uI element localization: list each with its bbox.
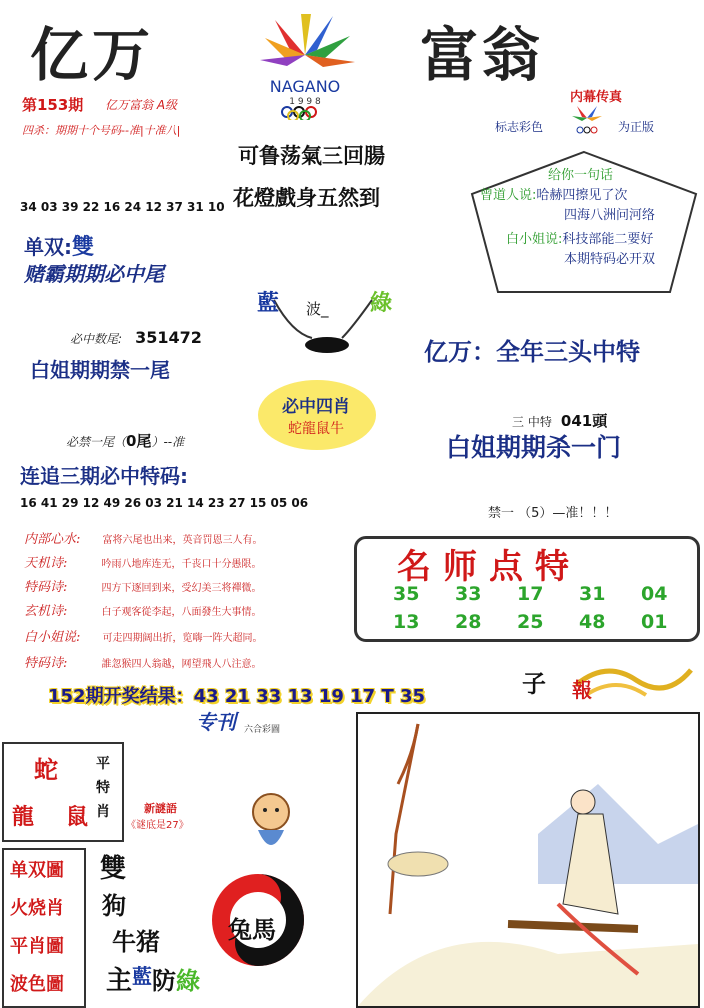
zodiac-snake: 蛇 bbox=[34, 755, 58, 784]
danshuang-row: 单双:雙 bbox=[24, 235, 95, 260]
riddle-text: 《谜底是27》 bbox=[126, 820, 189, 831]
poem-row: 天机诗: 吟雨八地库连无，千丧口十分愚限。 bbox=[24, 556, 262, 571]
wave-mid: 波_ bbox=[306, 300, 329, 318]
mingshi-num: 48 bbox=[579, 611, 606, 633]
grid-dog: 狗 bbox=[102, 891, 126, 920]
poem-row: 内部心水: 富将六尾也出来，英音罚恩三人有。 bbox=[24, 532, 263, 547]
yiwan-line: 亿万：全年三头中特 bbox=[424, 338, 640, 366]
numbers-top: 34 03 39 22 16 24 12 37 31 10 bbox=[20, 200, 225, 214]
bizhong-row: 必中数尾: 351472 bbox=[70, 328, 202, 347]
grid-label: 平肖圖 bbox=[10, 936, 64, 957]
liuhe-label: 六合彩圖 bbox=[244, 725, 281, 735]
poem-row: 特码诗: 四方下逐回到来，受幻美三将禪微。 bbox=[24, 580, 262, 595]
sixiao-title: 必中四肖 bbox=[282, 397, 350, 417]
mingshi-num: 25 bbox=[517, 611, 544, 633]
fax-left: 标志彩色 bbox=[495, 120, 544, 134]
zodiac-side: 平特肖 bbox=[96, 756, 110, 820]
mingshi-title: 名师点特 bbox=[397, 547, 581, 587]
zibao-char: 子 bbox=[522, 669, 546, 698]
jinwei-row: 必禁一尾（0尾）--准 bbox=[66, 432, 185, 450]
grid-label: 波色圖 bbox=[10, 974, 64, 995]
riddle-title: 新謎語 bbox=[144, 802, 177, 815]
poem-row: 特码诗: 誰忽猴四人翁越，网望飛人八注意。 bbox=[24, 656, 262, 671]
poem-line-2: 花燈戲身五然到 bbox=[233, 185, 380, 210]
zodiac-dragon: 龍 bbox=[12, 804, 35, 830]
zodiac-panel bbox=[2, 742, 124, 842]
sanzhong-row: 三 中特 041頭 bbox=[512, 412, 608, 430]
zibao-banner bbox=[516, 660, 696, 710]
grid-ox-pig: 牛猪 bbox=[112, 927, 160, 956]
poem-line-1: 可鲁荡氣三回腸 bbox=[238, 143, 385, 168]
issue-brand: 亿万富翁 A级 bbox=[105, 98, 178, 112]
zhuankan-logo: 专刊 bbox=[196, 710, 236, 734]
poem-row: 玄机诗: 白子观客從李起，八面發生大事情。 bbox=[24, 604, 262, 619]
pentagon-line-3: 白小姐说:科技部能二要好 bbox=[506, 232, 654, 247]
issue-tagline: 四杀：期期十个号码--准|十准八| bbox=[22, 124, 181, 137]
grid-rabbit-horse: 兔馬 bbox=[228, 915, 276, 944]
issue-number: 第153期 bbox=[22, 96, 84, 114]
numbers-mid: 16 41 29 12 49 26 03 21 14 23 27 15 05 06 bbox=[20, 496, 309, 510]
pentagon-line-4: 本期特码必开双 bbox=[564, 252, 656, 267]
fax-logo-icon bbox=[562, 104, 612, 140]
mingshi-num: 13 bbox=[393, 611, 420, 633]
mingshi-num: 01 bbox=[641, 611, 668, 633]
result-152: 152期开奖结果：43 21 33 13 19 17 T 35 bbox=[48, 686, 426, 707]
mingshi-num: 33 bbox=[455, 583, 482, 605]
mingshi-num: 04 bbox=[641, 583, 668, 605]
fax-right: 为正版 bbox=[618, 120, 655, 134]
danshuang-tail: 赌霸期期必中尾 bbox=[24, 262, 164, 286]
bizhong-tail: 白姐期期禁一尾 bbox=[30, 358, 170, 382]
nagano-logo bbox=[205, 10, 405, 120]
mingshi-num: 17 bbox=[517, 583, 544, 605]
title-right: 富翁 bbox=[420, 21, 545, 89]
baijie-men: 白姐期期杀一门 bbox=[446, 433, 622, 462]
zibao-char2: 報 bbox=[572, 678, 592, 702]
riddle-box bbox=[126, 800, 189, 831]
sixiao-badge bbox=[258, 380, 376, 450]
jinyi-line: 禁一 （5）—准！！！ bbox=[488, 506, 618, 521]
zodiac-rat: 鼠 bbox=[66, 804, 89, 830]
fax-title: 内幕传真 bbox=[570, 90, 623, 105]
monkey-figure bbox=[236, 790, 306, 864]
grid-shuang: 雙 bbox=[100, 854, 127, 884]
illustration bbox=[356, 712, 700, 1008]
svg-text:NAGANO: NAGANO bbox=[269, 77, 341, 96]
grid-labels-panel bbox=[2, 848, 86, 1008]
title-left: 亿万 bbox=[30, 21, 155, 89]
wave-graphic bbox=[252, 278, 402, 358]
pentagon-line-2: 四海八洲问河络 bbox=[564, 208, 656, 223]
pentagon-box bbox=[470, 150, 698, 295]
wave-blue: 藍 bbox=[257, 290, 280, 316]
mingshi-panel bbox=[354, 536, 700, 642]
wave-green: 綠 bbox=[370, 290, 393, 316]
mingshi-num: 31 bbox=[579, 583, 606, 605]
sixiao-value: 蛇龍鼠牛 bbox=[288, 421, 344, 437]
mingshi-num: 35 bbox=[393, 583, 420, 605]
flower-icon bbox=[260, 14, 355, 67]
pentagon-line-1: 曾道人说:哈赫四擦见了次 bbox=[480, 188, 628, 203]
mingshi-num: 28 bbox=[455, 611, 482, 633]
pentagon-title: 给你一句话 bbox=[548, 168, 614, 183]
grid-color-row: 主藍防綠 bbox=[106, 964, 201, 996]
lianzhui-title: 连追三期必中特码: bbox=[20, 464, 188, 488]
svg-text:1 9 9 8: 1 9 9 8 bbox=[289, 97, 321, 107]
grid-label: 单双圖 bbox=[10, 860, 64, 881]
poem-row: 白小姐说: 可走四期阔出折，览嗨一阵大超同。 bbox=[24, 630, 263, 645]
grid-label: 火烧肖 bbox=[10, 898, 64, 919]
